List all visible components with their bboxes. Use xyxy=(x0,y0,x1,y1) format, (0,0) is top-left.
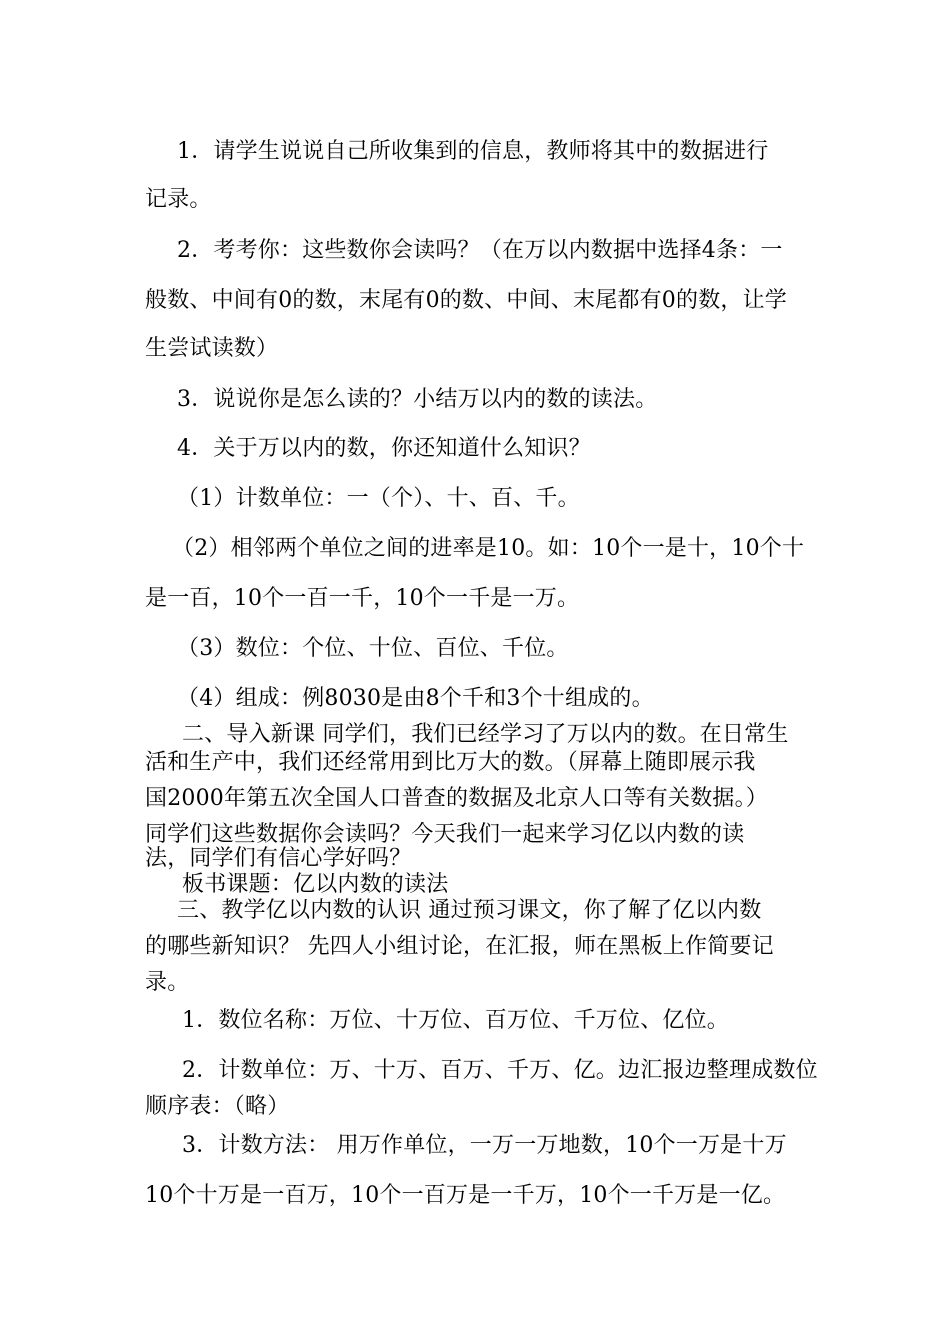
text-line: （1）计数单位：一（个）、十、百、千。 xyxy=(177,486,580,511)
text-line: 活和生产中，我们还经常用到比万大的数。（屏幕上随即展示我 xyxy=(145,750,756,775)
text-line: 1．请学生说说自己所收集到的信息，教师将其中的数据进行 xyxy=(177,139,769,164)
text-line: 般数、中间有0的数，末尾有0的数、中间、末尾都有0的数，让学 xyxy=(145,288,787,313)
text-line: 是一百，10个一百一千，10个一千是一万。 xyxy=(145,586,580,611)
text-line: 记录。 xyxy=(145,187,212,212)
text-line: （3）数位：个位、十位、百位、千位。 xyxy=(177,636,569,661)
text-line: 同学们这些数据你会读吗？今天我们一起来学习亿以内数的读 xyxy=(145,822,745,847)
text-line: （4）组成：例8030是由8个千和3个十组成的。 xyxy=(177,686,654,711)
text-line: 10个十万是一百万，10个一百万是一千万，10个一千万是一亿。 xyxy=(145,1183,786,1208)
text-line: 3．说说你是怎么读的？小结万以内的数的读法。 xyxy=(177,387,658,412)
text-line: 生尝试读数） xyxy=(145,336,279,361)
text-line: 二、导入新课 同学们，我们已经学习了万以内的数。在日常生 xyxy=(182,722,789,747)
text-line: 三、教学亿以内数的认识 通过预习课文，你了解了亿以内数 xyxy=(177,898,762,923)
text-line: 4．关于万以内的数，你还知道什么知识？ xyxy=(177,436,591,461)
text-line: 1．数位名称：万位、十万位、百万位、千万位、亿位。 xyxy=(182,1008,729,1033)
text-line: 录。 xyxy=(145,970,190,995)
text-line: 顺序表：（略） xyxy=(145,1094,290,1119)
text-line: 的哪些新知识？ 先四人小组讨论，在汇报，师在黑板上作简要记 xyxy=(145,934,774,959)
text-line: 板书课题：亿以内数的读法 xyxy=(182,872,449,897)
text-line: 2．考考你：这些数你会读吗？（在万以内数据中选择4条：一 xyxy=(177,238,783,263)
text-line: 3．计数方法： 用万作单位，一万一万地数，10个一万是十万 xyxy=(182,1133,787,1158)
text-line: 法，同学们有信心学好吗？ xyxy=(145,846,412,871)
text-line: （2）相邻两个单位之间的进率是10。如：10个一是十，10个十 xyxy=(172,536,805,561)
text-line: 国2000年第五次全国人口普查的数据及北京人口等有关数据。） xyxy=(145,786,768,811)
text-line: 2．计数单位：万、十万、百万、千万、亿。边汇报边整理成数位 xyxy=(182,1058,818,1083)
